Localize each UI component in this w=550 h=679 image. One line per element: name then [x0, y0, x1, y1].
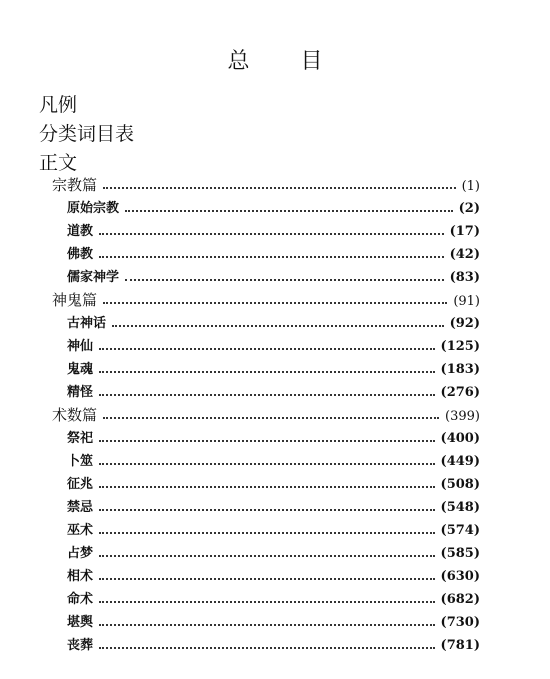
top-entry-fanli: 凡例: [39, 94, 78, 116]
leader-dots: [103, 187, 456, 189]
page-title: 总 目: [227, 49, 345, 74]
leader-dots: [99, 624, 435, 626]
toc-item-row: [0, 266, 550, 289]
leader-dots: [99, 233, 444, 235]
toc-page-number: (42): [449, 247, 480, 262]
leader-dots: [99, 647, 435, 649]
toc-page-number: (83): [449, 270, 480, 285]
toc-item-label: 禁忌: [67, 500, 94, 515]
toc-item-label: 巫术: [67, 523, 94, 538]
leader-dots: [99, 509, 435, 511]
toc-page-number: (399): [445, 409, 480, 424]
toc-item-label: 堪舆: [67, 615, 94, 630]
toc-item-label: 神仙: [67, 339, 94, 354]
toc-item-row: [0, 335, 550, 358]
leader-dots: [125, 279, 444, 281]
toc-item-row: [0, 588, 550, 611]
toc-item-row: [0, 197, 550, 220]
toc-item-label: 占梦: [67, 546, 94, 561]
leader-dots: [99, 463, 435, 465]
leader-dots: [99, 532, 435, 534]
top-entry-category-index: 分类词目表: [39, 123, 135, 145]
leader-dots: [125, 210, 453, 212]
toc-item-label: 祭祀: [67, 431, 94, 446]
toc-item-row: [0, 519, 550, 542]
toc-section-label: 神鬼篇: [52, 291, 98, 309]
toc-item-row: [0, 473, 550, 496]
leader-dots: [103, 417, 439, 419]
toc-item-row: [0, 496, 550, 519]
toc-page-number: (400): [440, 431, 480, 446]
toc-item-row: [0, 450, 550, 473]
toc-section-row: [0, 404, 550, 427]
toc-page-number: (781): [440, 638, 480, 653]
leader-dots: [99, 440, 435, 442]
toc-item-label: 精怪: [67, 385, 94, 400]
toc-page-number: (17): [449, 224, 480, 239]
toc-item-row: [0, 611, 550, 634]
toc-item-row: [0, 381, 550, 404]
toc-item-row: [0, 312, 550, 335]
toc-item-label: 相术: [67, 569, 94, 584]
toc-section-label: 术数篇: [52, 406, 98, 424]
toc-page-number: (125): [440, 339, 480, 354]
toc-item-row: [0, 565, 550, 588]
leader-dots: [99, 371, 435, 373]
toc-page-number: (508): [440, 477, 480, 492]
toc-item-label: 古神话: [67, 316, 107, 331]
toc-item-label: 征兆: [67, 477, 94, 492]
leader-dots: [99, 256, 444, 258]
leader-dots: [99, 601, 435, 603]
leader-dots: [103, 302, 447, 304]
toc-page-number: (548): [440, 500, 480, 515]
toc-page-number: (1): [461, 179, 480, 194]
toc-item-row: [0, 220, 550, 243]
leader-dots: [99, 394, 435, 396]
top-entry-main-text: 正文: [39, 152, 78, 174]
toc-item-label: 命术: [67, 592, 94, 607]
toc-page-number: (276): [440, 385, 480, 400]
toc-page-number: (730): [440, 615, 480, 630]
toc-item-label: 原始宗教: [67, 201, 120, 216]
top-entries: [39, 91, 134, 178]
toc-page-number: (585): [440, 546, 480, 561]
toc-item-label: 卜筮: [67, 454, 94, 469]
toc-item-label: 儒家神学: [67, 270, 120, 285]
leader-dots: [112, 325, 444, 327]
toc-page-number: (630): [440, 569, 480, 584]
toc-section-label: 宗教篇: [52, 176, 98, 194]
toc-item-row: [0, 542, 550, 565]
toc-page-number: (92): [449, 316, 480, 331]
toc-page-number: (183): [440, 362, 480, 377]
leader-dots: [99, 348, 435, 350]
toc-item-label: 道教: [67, 224, 94, 239]
leader-dots: [99, 578, 435, 580]
toc-item-label: 鬼魂: [67, 362, 94, 377]
toc-page-number: (91): [453, 294, 480, 309]
toc-section-row: [0, 289, 550, 312]
table-of-contents: [0, 174, 550, 657]
toc-item-row: [0, 634, 550, 657]
toc-page-number: (574): [440, 523, 480, 538]
toc-section-row: [0, 174, 550, 197]
toc-item-label: 丧葬: [67, 638, 94, 653]
toc-page-number: (449): [440, 454, 480, 469]
toc-page-number: (682): [440, 592, 480, 607]
leader-dots: [99, 486, 435, 488]
toc-page-number: (2): [458, 201, 480, 216]
toc-item-row: [0, 243, 550, 266]
toc-item-label: 佛教: [67, 247, 94, 262]
toc-item-row: [0, 358, 550, 381]
leader-dots: [99, 555, 435, 557]
toc-item-row: [0, 427, 550, 450]
